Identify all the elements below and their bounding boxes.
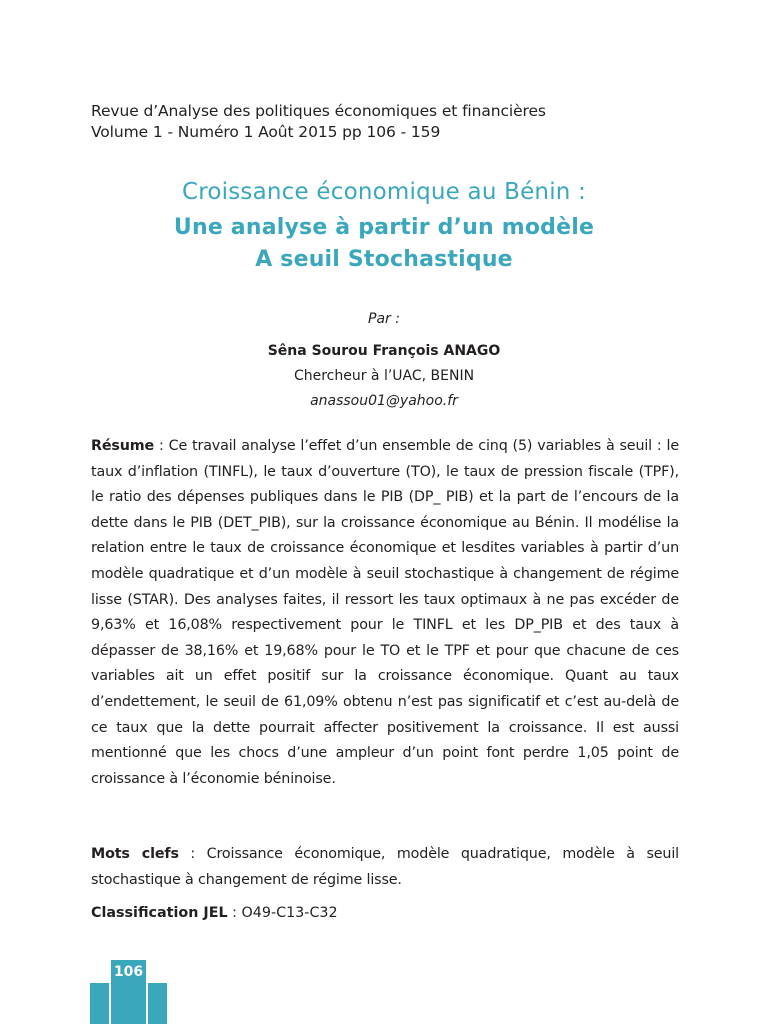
page-number: 106 <box>113 964 144 980</box>
journal-header <box>91 101 711 143</box>
keywords-paragraph <box>91 842 679 893</box>
article-title <box>0 174 768 276</box>
author-email: anassou01@yahoo.fr <box>310 393 458 409</box>
journal-title: Revue d’Analyse des politiques économiques et financières <box>91 102 546 120</box>
title-line-2: Une analyse à partir d’un modèle <box>173 215 595 240</box>
title-line-1: Croissance économique au Bénin : <box>181 179 587 205</box>
keywords-text: : Croissance économique, modèle quadratique, modèle à seuil stochastique à changement de régime lisse. <box>91 846 679 888</box>
author-name: Sêna Sourou François ANAGO <box>267 343 501 359</box>
page-number-block <box>90 960 170 1024</box>
keywords-label: Mots clefs <box>91 846 179 862</box>
abstract-paragraph <box>91 434 679 792</box>
jel-label: Classification JEL <box>91 905 228 921</box>
jel-codes: : O49-C13-C32 <box>227 905 338 921</box>
author-affiliation: Chercheur à l’UAC, BENIN <box>293 368 475 384</box>
journal-issue: Volume 1 - Numéro 1 Août 2015 pp 106 - 159 <box>91 123 441 141</box>
abstract-text: : Ce travail analyse l’effet d’un ensemble de cinq (5) variables à seuil : le taux d’inflation (TINFL), le taux d’ouverture (TO), le taux de pression fiscale (TPF), le ratio des dépenses publiques dans le PIB (DP_ PIB) et la part de l’encours de la dette dans le PIB (DET_PIB), sur la croissance économique au Bénin. Il modélise la relation entre le taux de croissance économique et lesdites variables à partir d’un modèle quadratique et d’un modèle à seuil stochastique à changement de régime lisse (STAR). Des analyses faites, il ressort les taux optimaux à ne pas excéder de 9,63% et 16,08% respectivement pour le TINFL et les DP_PIB et des taux à dépasser de 38,16% et 19,68% pour le TO et le TPF et pour que chacune de ces variables ait un effet positif sur la croissance économique. Quant au taux d’endettement, le seuil de 61,09% obtenu n’est pas significatif et c’est au-delà de ce taux que la dette pourrait affecter positivement la croissance. Il est aussi mentionné que les chocs d’une ampleur d’un point font perdre 1,05 point de croissance à l’économie béninoise. <box>91 438 679 787</box>
title-line-3: A seuil Stochastique <box>255 247 513 272</box>
decorative-bar-left <box>90 983 109 1024</box>
jel-classification <box>91 902 679 924</box>
decorative-bar-right <box>148 983 167 1024</box>
by-label: Par : <box>368 311 400 327</box>
abstract-label: Résume <box>91 438 155 454</box>
